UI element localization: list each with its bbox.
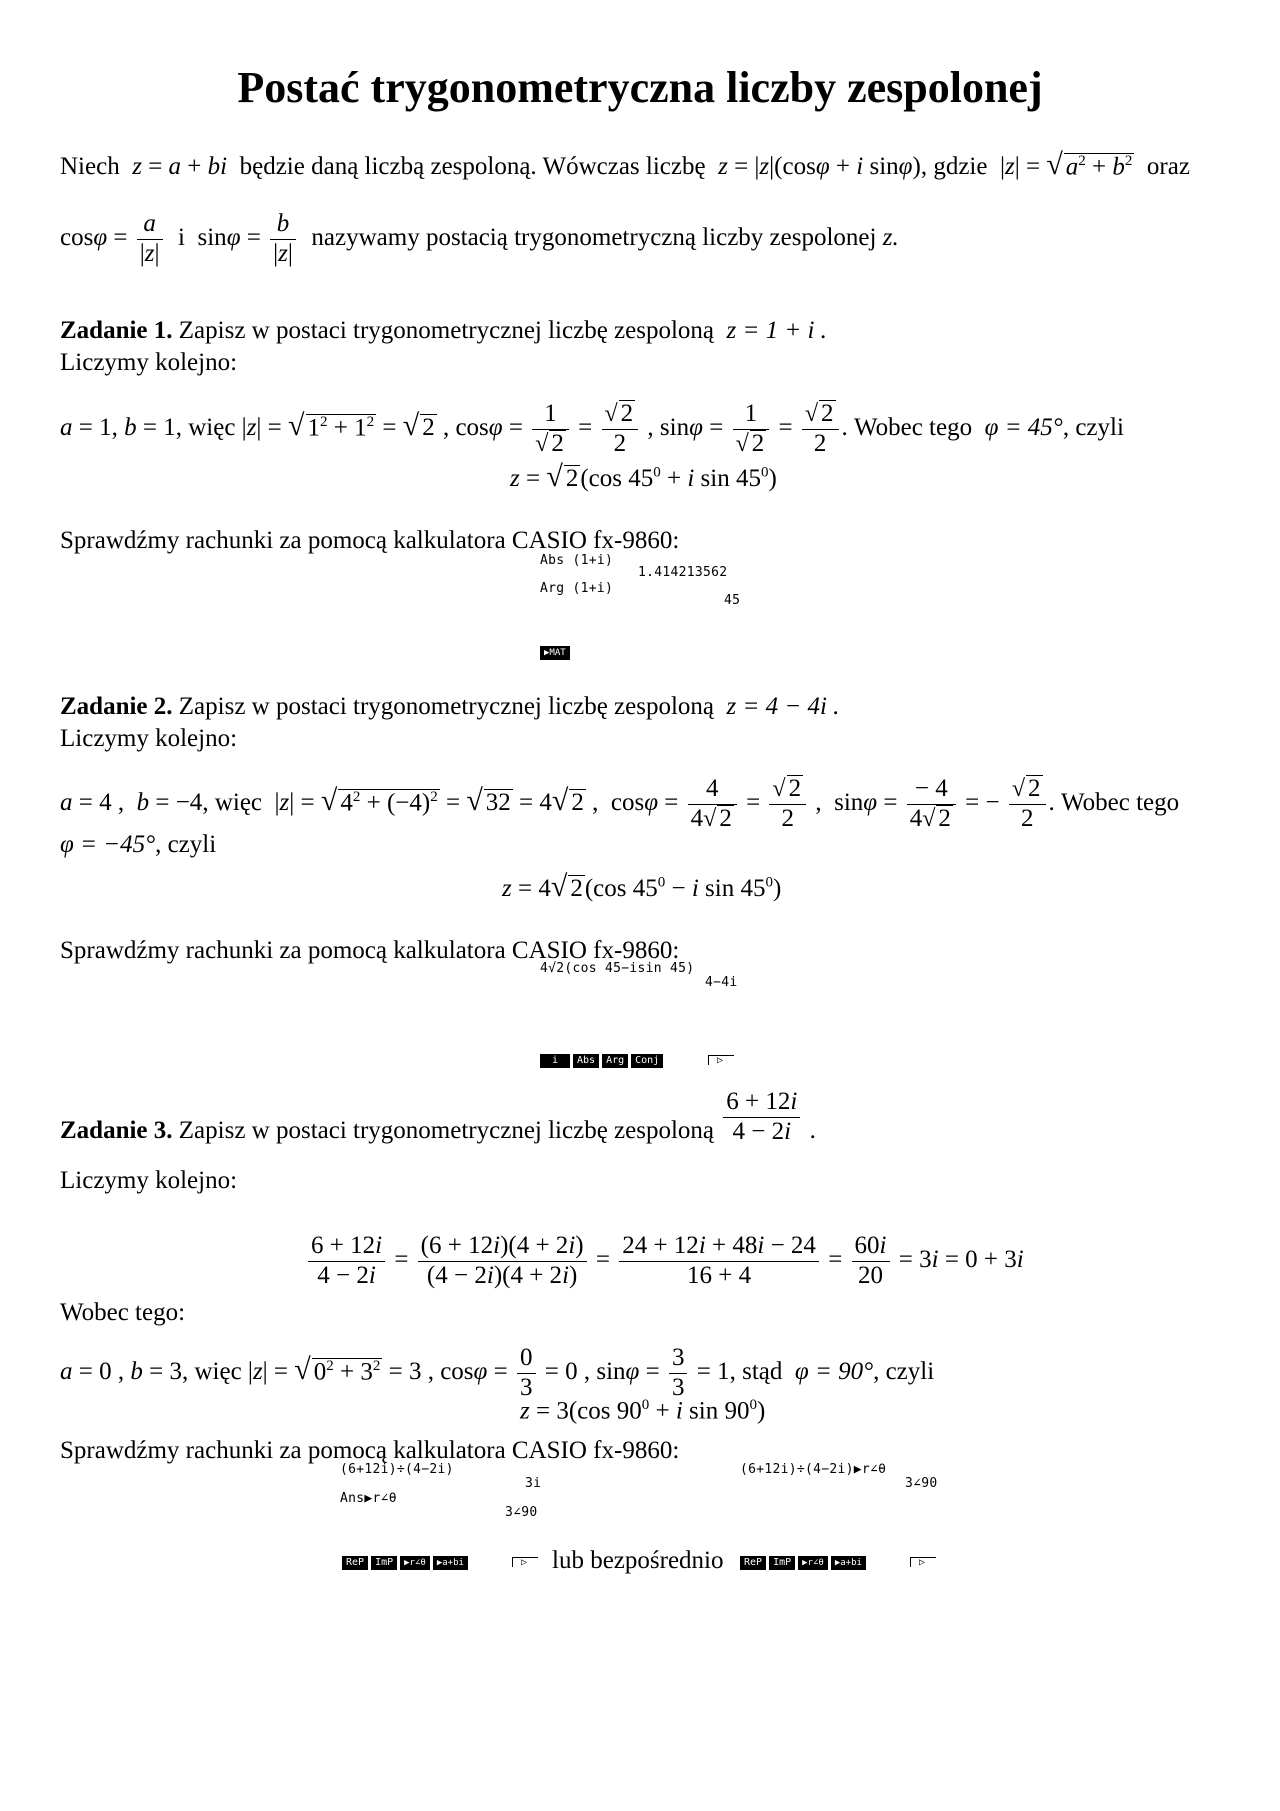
task1-computation: a = 1, b = 1, więc |z| = √ $1^2 + 1^2$ = √ 2 , cosφ = $\frac{1}{√ 2}$ = $\frac{√ 2}{2}$ , sinφ = $\frac{1}{√ 2}$ = $\frac{√ 2}{2}$ . Wobec tego φ = 45°, czyli (60, 400, 1124, 457)
calc3-right-key-polar[interactable]: ▶r∠θ (798, 1556, 828, 1570)
calc2-key-arg[interactable]: Arg (602, 1054, 628, 1068)
calc3-key-imp[interactable]: ImP (371, 1556, 397, 1570)
task1-phi: φ = 45° (984, 413, 1063, 441)
task1-label: Zadanie 1. (60, 317, 173, 344)
task2-check: Sprawdźmy rachunki za pomocą kalkulatora CASIO fx-9860: (60, 937, 680, 964)
calc3-key-rep[interactable]: ReP (342, 1556, 368, 1570)
calc3-right-key-rect[interactable]: ▶a+bi (831, 1556, 866, 1570)
calc3-left-line2: Ans▶r∠θ (340, 1491, 397, 1506)
task1-prompt: Zapisz w postaci trygonometrycznej liczbę zespoloną (178, 317, 714, 344)
task3-check: Sprawdźmy rachunki za pomocą kalkulatora CASIO fx-9860: (60, 1437, 680, 1464)
task3-liczymy: Liczymy kolejno: (60, 1167, 238, 1194)
intro-nazywamy: nazywamy postacią trygonometryczną liczby zespolonej (311, 223, 877, 251)
task3-wiec: , więc (181, 1357, 242, 1385)
intro-gdzie: , gdzie (920, 153, 988, 180)
task3-wobec-tego: Wobec tego: (60, 1299, 186, 1326)
task2-header (60, 694, 839, 719)
intro-line-1: Niech z = a + bi będzie daną liczbą zespoloną. Wówczas liczbę z = |z|(cosφ + i sinφ), gdzie |z| = √ $a^2 + b^2$ oraz (60, 148, 1190, 181)
calc3-left-val1: 3i (525, 1476, 542, 1491)
task3-label: Zadanie 3. (60, 1117, 173, 1144)
calc3-right-next-key-icon[interactable]: ▷ (910, 1557, 936, 1567)
task1-result: z = √ 2(cos $45^0 + i$ $\sin 45^0$) (510, 460, 777, 493)
intro-oraz: oraz (1146, 153, 1190, 180)
task3-computation: a = 0 , b = 3, więc |z| = √ $0^2 + 3^2 = 3$ , cosφ = $\frac{0}{3}$ = 0 , sinφ = $\frac{3}{3}$ = 1, stąd φ = 90°, czyli (60, 1344, 935, 1401)
calc2-key-conj[interactable]: Conj (631, 1054, 663, 1068)
task2-czyli: , czyli (155, 831, 217, 858)
intro-text: Niech (60, 153, 120, 180)
task3-division: $\frac{6 + 12i}{4 - 2i}$ = $\frac{(6 + 12i)(4 + 2i)}{(4 - 2i)(4 + 2i)}$ = $\frac{24 + 12i + 48i - 24}{16 + 4}$ = $\frac{60i}{20}$ = 3i = 0 + 3i (305, 1232, 1024, 1291)
task2-liczymy: Liczymy kolejno: (60, 725, 238, 752)
task2-prompt: Zapisz w postaci trygonometrycznej liczbę zespoloną (178, 693, 714, 720)
intro-z-end: z. (882, 223, 899, 251)
task2-phi: φ = −45° (60, 831, 156, 858)
calc2-val1: 4−4i (705, 975, 738, 990)
task3-lub: lub bezpośrednio (552, 1547, 724, 1574)
calc3-right-line1: (6+12i)÷(4−2i)▶r∠θ (740, 1462, 887, 1477)
page-title: Postać trygonometryczna liczby zespolonej (237, 63, 1043, 112)
calc2-next-key-icon[interactable]: ▷ (708, 1055, 734, 1065)
task2-result: z = 4√ 2(cos $45^0 - i$ $\sin 45^0$) (502, 870, 782, 903)
task3-stad: , stąd (729, 1357, 783, 1385)
task1-number: z = 1 + i . (726, 317, 827, 344)
task2-wiec: , więc (202, 788, 263, 816)
calc1-val2: 45 (724, 593, 741, 608)
calc1-line2: Arg (1+i) (540, 581, 614, 596)
calc2-key-i[interactable]: i (540, 1054, 570, 1068)
intro-line-2: cosφ = $\frac{a}{|z|}$ i sinφ = $\frac{b}{|z|}$ nazywamy postacią trygonometryczną liczby zespolonej z. (60, 210, 899, 267)
calc1-val1: 1.414213562 (638, 565, 728, 580)
calc3-left-line1: (6+12i)÷(4−2i) (340, 1462, 454, 1477)
calc3-left-softkeys (342, 1556, 468, 1570)
calc3-key-polar[interactable]: ▶r∠θ (400, 1556, 430, 1570)
task1-check: Sprawdźmy rachunki za pomocą kalkulatora CASIO fx-9860: (60, 527, 680, 554)
task2-label: Zadanie 2. (60, 693, 173, 720)
task2-wobec: . Wobec tego (1048, 788, 1180, 816)
task3-header: Zadanie 3. Zapisz w postaci trygonometrycznej liczbę zespoloną $\frac{6 + 12i}{4 - 2i}$ . (60, 1088, 816, 1145)
intro-z-def: z (132, 153, 142, 180)
calc2-line1: 4√2(cos 45−isin 45) (540, 961, 695, 976)
calc3-right-softkeys (740, 1556, 866, 1570)
task3-result: z = 3(cos $90^0 + i$ $\sin 90^0$) (520, 1397, 766, 1425)
calc1-line1: Abs (1+i) (540, 553, 614, 568)
task3-phi: φ = 90° (794, 1357, 874, 1385)
task3-czyli: , czyli (873, 1357, 935, 1385)
calc2-key-abs[interactable]: Abs (573, 1054, 599, 1068)
calc1-softkeys (540, 646, 570, 660)
calc3-right-key-imp[interactable]: ImP (769, 1556, 795, 1570)
task1-wobec: . Wobec tego (841, 413, 973, 441)
task1-czyli: , czyli (1062, 413, 1124, 441)
task1-liczymy: Liczymy kolejno: (60, 349, 238, 376)
task2-computation: a = 4 , b = −4, więc |z| = √ $4^2 + (-4)^2$ = √ 32 = 4√ 2 , cosφ = $\frac{4}{4√ 2}$ = $\frac{√ 2}{2}$ , sinφ = $\frac{- 4}{4√ 2}$ = − $\frac{√ 2}{2}$ . Wobec tego (60, 775, 1180, 832)
task1-header (60, 318, 827, 343)
task2-phi-line (60, 832, 216, 857)
task3-prompt: Zapisz w postaci trygonometrycznej liczbę zespoloną (178, 1117, 714, 1144)
calc3-left-next-key-icon[interactable]: ▷ (512, 1557, 538, 1567)
calc3-right-key-rep[interactable]: ReP (740, 1556, 766, 1570)
intro-text-2: będzie daną liczbą zespoloną. Wówczas liczbę (239, 153, 706, 180)
calc3-key-rect[interactable]: ▶a+bi (433, 1556, 468, 1570)
intro-i-word: i (178, 223, 185, 251)
calc2-softkeys (540, 1054, 663, 1068)
calc1-key-mat[interactable]: ▶MAT (540, 646, 570, 660)
calc3-left-val2: 3∠90 (505, 1505, 538, 1520)
task2-number: z = 4 − 4i . (726, 693, 840, 720)
task1-wiec: , więc (175, 413, 236, 441)
calc3-right-val1: 3∠90 (905, 1476, 938, 1491)
task3-number: $\frac{6 + 12i}{4 - 2i}$ (723, 1088, 800, 1147)
